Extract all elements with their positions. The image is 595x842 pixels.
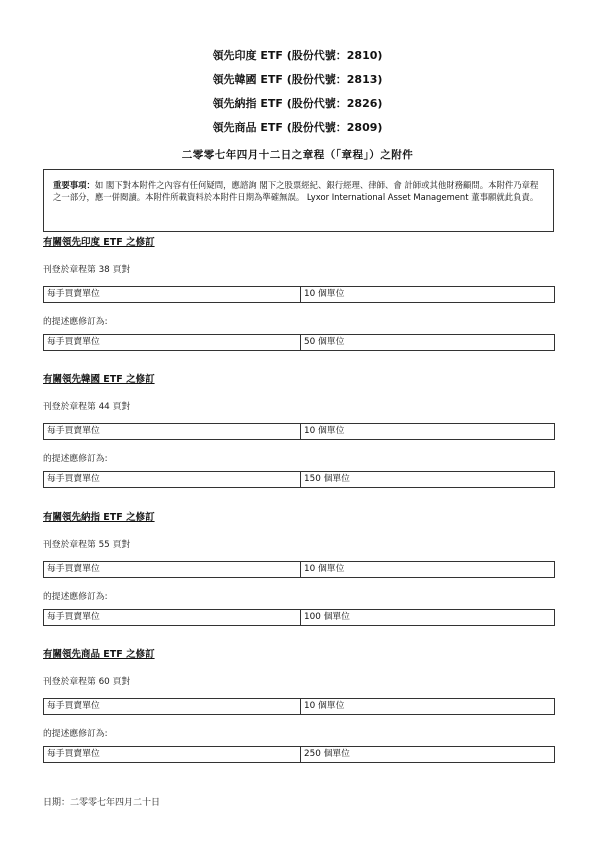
document-subtitle: 二零零七年四月十二日之章程（「章程」）之附件 <box>181 149 414 161</box>
section-title: 有關領先商品 ETF 之修訂 <box>43 649 155 660</box>
section-title: 有關領先納指 ETF 之修訂 <box>43 512 155 523</box>
new-lot-table <box>43 746 555 763</box>
page-reference: 刊登於章程第 60 頁對 <box>43 677 131 687</box>
page-reference: 刊登於章程第 44 頁對 <box>43 402 131 412</box>
section-title: 有關領先韓國 ETF 之修訂 <box>43 374 155 385</box>
lot-label: 每手買賣單位 <box>44 287 301 303</box>
page-reference: 刊登於章程第 55 頁對 <box>43 540 131 550</box>
notice-text: 如 閣下對本附件之內容有任何疑問，應諮詢 閣下之股票經紀、銀行經理、律師、會 計師或其他財務顧問。本附件乃章程之一部分，應一併閱讀。本附件所載資料於本附件日期為準確無誤。 Lyxor International Asset Management 董事願就此負責。 <box>53 180 539 202</box>
lot-value: 50 個單位 <box>301 335 555 351</box>
new-lot-table <box>43 334 555 351</box>
amend-text: 的提述應修訂為: <box>43 454 108 464</box>
page-reference: 刊登於章程第 38 頁對 <box>43 265 131 275</box>
lot-label: 每手買賣單位 <box>44 610 301 626</box>
lot-value: 10 個單位 <box>301 562 555 578</box>
old-lot-table <box>43 698 555 715</box>
lot-value: 10 個單位 <box>301 424 555 440</box>
lot-value: 250 個單位 <box>301 747 555 763</box>
amend-text: 的提述應修訂為: <box>43 729 108 739</box>
fund-title-nasdaq: 領先納指 ETF (股份代號：2826) <box>212 97 383 110</box>
old-lot-table <box>43 423 555 440</box>
lot-value: 10 個單位 <box>301 287 555 303</box>
fund-title-commodity: 領先商品 ETF (股份代號：2809) <box>212 121 383 134</box>
document-date: 日期：二零零七年四月二十日 <box>43 798 161 808</box>
lot-label: 每手買賣單位 <box>44 335 301 351</box>
fund-title-korea: 領先韓國 ETF (股份代號：2813) <box>212 73 383 86</box>
section-india <box>43 236 555 351</box>
amend-text: 的提述應修訂為: <box>43 317 108 327</box>
section-title: 有關領先印度 ETF 之修訂 <box>43 237 155 248</box>
old-lot-table <box>43 286 555 303</box>
lot-label: 每手買賣單位 <box>44 472 301 488</box>
important-notice-box <box>43 169 554 232</box>
section-nasdaq <box>43 511 555 626</box>
section-commodity <box>43 648 555 763</box>
title-block <box>0 49 595 145</box>
fund-title-india: 領先印度 ETF (股份代號：2810) <box>212 49 383 62</box>
lot-value: 150 個單位 <box>301 472 555 488</box>
lot-label: 每手買賣單位 <box>44 424 301 440</box>
new-lot-table <box>43 471 555 488</box>
notice-label: 重要事項： <box>53 180 95 190</box>
lot-label: 每手買賣單位 <box>44 747 301 763</box>
amend-text: 的提述應修訂為: <box>43 592 108 602</box>
lot-value: 100 個單位 <box>301 610 555 626</box>
lot-label: 每手買賣單位 <box>44 562 301 578</box>
new-lot-table <box>43 609 555 626</box>
lot-value: 10 個單位 <box>301 699 555 715</box>
section-korea <box>43 373 555 488</box>
old-lot-table <box>43 561 555 578</box>
lot-label: 每手買賣單位 <box>44 699 301 715</box>
